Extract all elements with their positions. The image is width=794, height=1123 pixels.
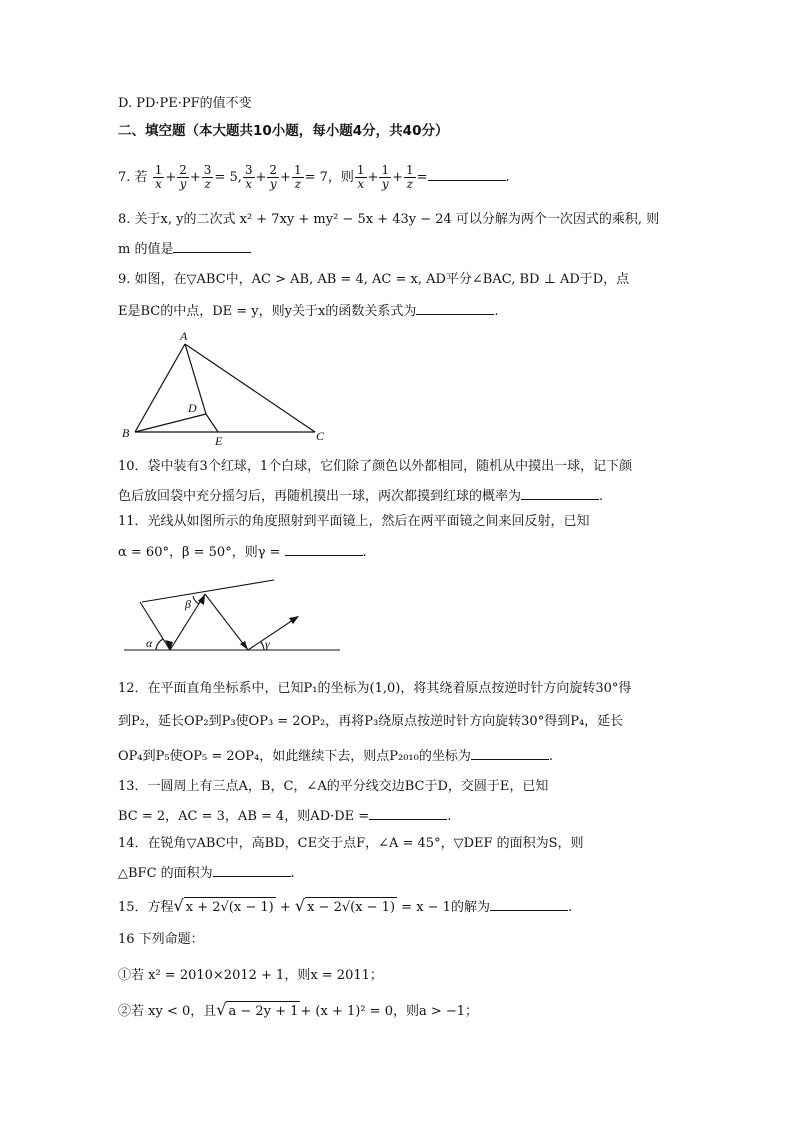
triangle-figure bbox=[110, 328, 340, 450]
alpha-label: α bbox=[146, 636, 153, 650]
gamma-arc bbox=[261, 642, 264, 650]
q16-item-1: ①若 x² = 2010×2012 + 1，则x = 2011； bbox=[118, 968, 383, 983]
radicand: x + 2√(x − 1) bbox=[184, 897, 276, 918]
q7-prefix: 7. 若 bbox=[118, 170, 148, 185]
q9-line-1: 9. 如图，在▽ABC中，AC > AB, AB = 4, AC = x, AD平分∠BAC, BD ⊥ AD于D，点 bbox=[118, 272, 630, 287]
q13-line-1: 13．一圆周上有三点A，B，C，∠A的平分线交边BC于D，交圆于E，已知 bbox=[118, 779, 549, 794]
fraction: $\frac{3}{z}$ bbox=[203, 163, 212, 191]
radical-sign: √ bbox=[216, 1000, 227, 1019]
radical-sign: √ bbox=[173, 896, 184, 915]
answer-blank bbox=[416, 300, 494, 315]
beta-label: β bbox=[185, 597, 191, 611]
answer-blank bbox=[521, 485, 599, 500]
beta-arc bbox=[193, 596, 199, 604]
fraction: $\frac{1}{y}$ bbox=[381, 163, 390, 191]
q14-line-1: 14．在锐角▽ABC中，高BD，CE交于点F，∠A = 45°，▽DEF 的面积为S，则 bbox=[118, 836, 584, 851]
q16-line: 16 下列命题： bbox=[118, 932, 204, 947]
segment-ab bbox=[135, 344, 185, 432]
light-ray bbox=[248, 618, 296, 650]
fraction: $\frac{3}{x}$ bbox=[244, 163, 253, 191]
segment-ac bbox=[185, 344, 315, 432]
q12-line-3: OP₄到P₅使OP₅ = 2OP₄，如此继续下去，则点P₂₀₁₀的坐标为 . bbox=[118, 745, 553, 767]
mirror-figure bbox=[118, 572, 348, 658]
segment-bd bbox=[135, 414, 206, 432]
q13-line-2: BC = 2，AC = 3，AB = 4，则AD·DE = . bbox=[118, 805, 451, 827]
answer-blank bbox=[490, 896, 568, 911]
q16-item-2: ②若 xy < 0，且√ a − 2y + 1 + (x + 1)² = 0，则a > −1； bbox=[118, 1000, 478, 1022]
answer-blank bbox=[471, 745, 549, 760]
option-d: D. PD·PE·PF的值不变 bbox=[118, 96, 252, 111]
arrow-head bbox=[240, 641, 248, 650]
q10-line-1: 10．袋中装有3个红球，1个白球，它们除了颜色以外都相同，随机从中摸出一球，记下颜 bbox=[118, 459, 633, 474]
q8-line-1: 8. 关于x, y的二次式 x² + 7xy + my² − 5x + 43y − 24 可以分解为两个一次因式的乘积, 则 bbox=[118, 212, 660, 227]
q12-line-2: 到P₂，延长OP₂到P₃使OP₃ = 2OP₂，再将P₃绕原点按逆时针方向旋转30°得到P₄，延长 bbox=[118, 714, 624, 729]
arrow-head bbox=[289, 616, 299, 624]
label-e: E bbox=[215, 434, 223, 448]
q12-line-1: 12．在平面直角坐标系中，已知P₁的坐标为(1,0)，将其绕着原点按逆时针方向旋转30°得 bbox=[118, 681, 632, 696]
light-ray bbox=[140, 602, 170, 650]
q10-line-2: 色后放回袋中充分摇匀后，再随机摸出一球，两次都摸到红球的概率为 . bbox=[118, 485, 603, 507]
answer-blank bbox=[369, 805, 447, 820]
label-d: D bbox=[188, 401, 197, 415]
q11-line-2: α = 60°，β = 50°，则γ = . bbox=[118, 541, 367, 563]
question-15: 15．方程√ x + 2√(x − 1) + √ x − 2√(x − 1) = x − 1的解为 . bbox=[118, 896, 572, 918]
fraction: $\frac{2}{y}$ bbox=[269, 163, 278, 191]
label-c: C bbox=[316, 429, 325, 443]
label-a: A bbox=[180, 329, 188, 343]
answer-blank bbox=[173, 238, 251, 253]
q11-line-1: 11．光线从如图所示的角度照射到平面镜上，然后在两平面镜之间来回反射，已知 bbox=[118, 514, 590, 529]
gamma-label: γ bbox=[265, 637, 270, 651]
radicand: x − 2√(x − 1) bbox=[305, 897, 397, 918]
radicand: a − 2y + 1 bbox=[226, 1001, 300, 1022]
answer-blank bbox=[213, 862, 291, 877]
q8-line-2: m 的值是 bbox=[118, 238, 251, 260]
light-ray bbox=[205, 594, 248, 650]
question-7: 7. 若 $\frac{1}{x}$ + $\frac{2}{y}$ + $\frac{3}{z}$ = 5, $\frac{3}{x}$ + $\frac{2}{y}$ + $\frac{1}{z}$ = 7，则 $\frac{1}{x}$ + $\frac{1}{y}$ + $\frac{1}{z}$ = . bbox=[118, 163, 510, 191]
radical-sign: √ bbox=[294, 896, 306, 915]
label-b: B bbox=[122, 426, 130, 440]
answer-blank bbox=[428, 166, 506, 181]
fraction: $\frac{2}{y}$ bbox=[179, 163, 187, 191]
fraction: $\frac{1}{z}$ bbox=[406, 163, 414, 191]
fraction: $\frac{1}{x}$ bbox=[154, 163, 163, 191]
fraction: $\frac{1}{z}$ bbox=[293, 163, 302, 191]
fraction: $\frac{1}{x}$ bbox=[356, 163, 365, 191]
q14-line-2: △BFC 的面积为 . bbox=[118, 862, 295, 884]
segment-de bbox=[206, 414, 218, 432]
alpha-arc bbox=[156, 639, 163, 650]
section-title: 二、填空题（本大题共10小题，每小题4分，共40分） bbox=[118, 123, 449, 139]
q9-line-2: E是BC的中点，DE = y，则y关于x的函数关系式为 . bbox=[118, 300, 498, 322]
answer-blank bbox=[285, 541, 363, 556]
